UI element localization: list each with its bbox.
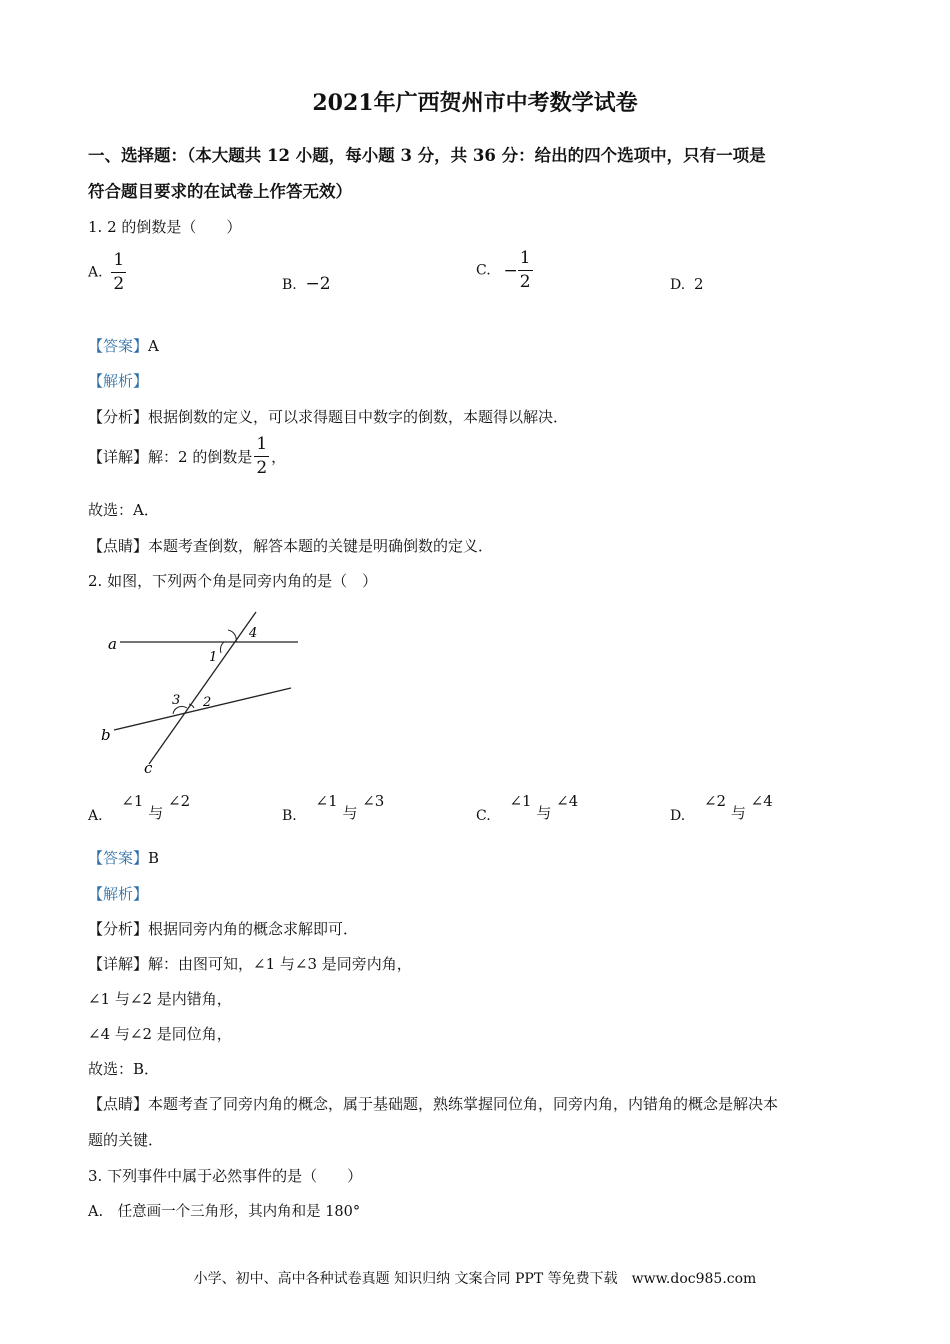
- angle-left: ∠1: [315, 792, 338, 810]
- option-value: −2: [305, 274, 331, 294]
- angle-right: ∠4: [750, 792, 773, 810]
- label-1: 1: [209, 650, 218, 665]
- label-a: a: [108, 635, 117, 653]
- xiangjie-text: 解：2 的倒数是: [148, 448, 253, 466]
- q1-stem: 1. 2 的倒数是（ ）: [88, 218, 242, 236]
- angle-right: ∠4: [556, 792, 579, 810]
- dianjing-text: 本题考查倒数，解答本题的关键是明确倒数的定义．: [148, 537, 494, 555]
- connector: 与: [342, 804, 358, 822]
- q1-choose: 故选：A．: [88, 501, 159, 519]
- q2-option-d: [670, 790, 773, 824]
- dianjing-text: 本题考查了同旁内角的概念，属于基础题，熟练掌握同位角，同旁内角，内错角的概念是解决本: [148, 1095, 779, 1113]
- q1-xiangjie: [88, 436, 286, 477]
- q2-line3: ∠4 与∠2 是同位角，: [88, 1025, 232, 1043]
- q1-answer: [88, 335, 159, 356]
- q3-option-a: A. 任意画一个三角形，其内角和是 180°: [88, 1204, 361, 1220]
- line-c: [149, 612, 256, 764]
- label-c: c: [144, 759, 153, 776]
- option-label: D.: [670, 277, 686, 293]
- q2-stem: 2. 如图，下列两个角是同旁内角的是（ ）: [88, 572, 378, 590]
- option-value: 2: [693, 275, 704, 293]
- denominator: 2: [256, 458, 268, 478]
- page-footer: 小学、初中、高中各种试卷真题 知识归纳 文案合同 PPT 等免费下载 www.doc985.com: [193, 1271, 757, 1287]
- numerator: 1: [519, 248, 531, 268]
- answer-value: A: [148, 337, 159, 355]
- angle-left: ∠1: [509, 792, 532, 810]
- parallel-lines-figure: [96, 604, 311, 776]
- q1-dianjing: [88, 535, 493, 556]
- fraction: [254, 436, 269, 477]
- angle-right: ∠2: [168, 792, 191, 810]
- xiangjie-tag: 【详解】: [88, 955, 149, 973]
- angle-4-arc: [228, 630, 236, 642]
- option-label: A.: [88, 808, 103, 824]
- option-label: B.: [282, 277, 297, 293]
- fenxi-tag: 【分析】: [88, 408, 149, 426]
- q2-analysis-tag: 【解析】: [88, 885, 149, 903]
- fenxi-text: 根据同旁内角的概念求解即可．: [148, 920, 359, 938]
- fenxi-tag: 【分析】: [88, 920, 149, 938]
- q2-option-a: [88, 790, 191, 824]
- q1-option-c: [476, 250, 533, 291]
- q1-analysis-tag: 【解析】: [88, 372, 149, 390]
- option-label: C.: [476, 262, 491, 279]
- label-3: 3: [172, 693, 181, 708]
- section-heading-line1: 一、选择题：（本大题共 12 小题，每小题 3 分，共 36 分：给出的四个选项中，只有一项是: [88, 146, 766, 165]
- connector: 与: [148, 804, 164, 822]
- q2-dianjing: [88, 1093, 778, 1114]
- q2-fenxi: [88, 918, 358, 939]
- fraction: [111, 252, 126, 293]
- label-4: 4: [249, 626, 258, 641]
- q2-line2: ∠1 与∠2 是内错角，: [88, 990, 232, 1008]
- angle-right: ∠3: [362, 792, 385, 810]
- xiangjie-post: ，: [271, 448, 287, 466]
- denominator: 2: [519, 272, 531, 292]
- q2-xiangjie: [88, 953, 412, 974]
- q2-choose: 故选：B．: [88, 1060, 160, 1078]
- label-2: 2: [203, 695, 212, 710]
- option-label: C.: [476, 808, 491, 824]
- q1-option-d: [670, 275, 704, 293]
- angle-left: ∠1: [121, 792, 144, 810]
- page-title: 2021年广西贺州市中考数学试卷: [312, 90, 638, 116]
- denominator: 2: [113, 274, 125, 294]
- q2-answer: [88, 847, 159, 868]
- q1-fenxi: [88, 406, 568, 427]
- xiangjie-tag: 【详解】: [88, 448, 149, 466]
- numerator: 1: [256, 434, 268, 454]
- fraction: [518, 250, 533, 291]
- dianjing-tag: 【点睛】: [88, 1095, 149, 1113]
- answer-tag: 【答案】: [88, 337, 149, 355]
- connector: 与: [730, 804, 746, 822]
- angle-left: ∠2: [703, 792, 727, 810]
- option-label: A.: [88, 264, 103, 281]
- option-label: B.: [282, 808, 297, 824]
- answer-value: B: [148, 849, 160, 867]
- q1-option-b: [282, 274, 331, 294]
- option-label: D.: [670, 808, 686, 824]
- xiangjie-text: 解：由图可知，∠1 与∠3 是同旁内角，: [148, 955, 412, 973]
- q2-option-c: [476, 790, 579, 824]
- numerator: 1: [113, 250, 125, 270]
- dianjing-tag: 【点睛】: [88, 537, 149, 555]
- fenxi-text: 根据倒数的定义，可以求得题目中数字的倒数，本题得以解决．: [148, 408, 569, 426]
- connector: 与: [536, 804, 552, 822]
- section-heading-line2: 符合题目要求的在试卷上作答无效）: [88, 182, 352, 201]
- q2-option-b: [282, 790, 385, 824]
- q2-dianjing-cont: 题的关键．: [88, 1131, 164, 1149]
- label-b: b: [101, 726, 111, 744]
- q1-option-a: [88, 252, 126, 293]
- minus-sign: −: [503, 260, 518, 281]
- answer-tag: 【答案】: [88, 849, 149, 867]
- q3-stem: 3. 下列事件中属于必然事件的是（ ）: [88, 1167, 363, 1185]
- angle-1-arc: [220, 642, 224, 653]
